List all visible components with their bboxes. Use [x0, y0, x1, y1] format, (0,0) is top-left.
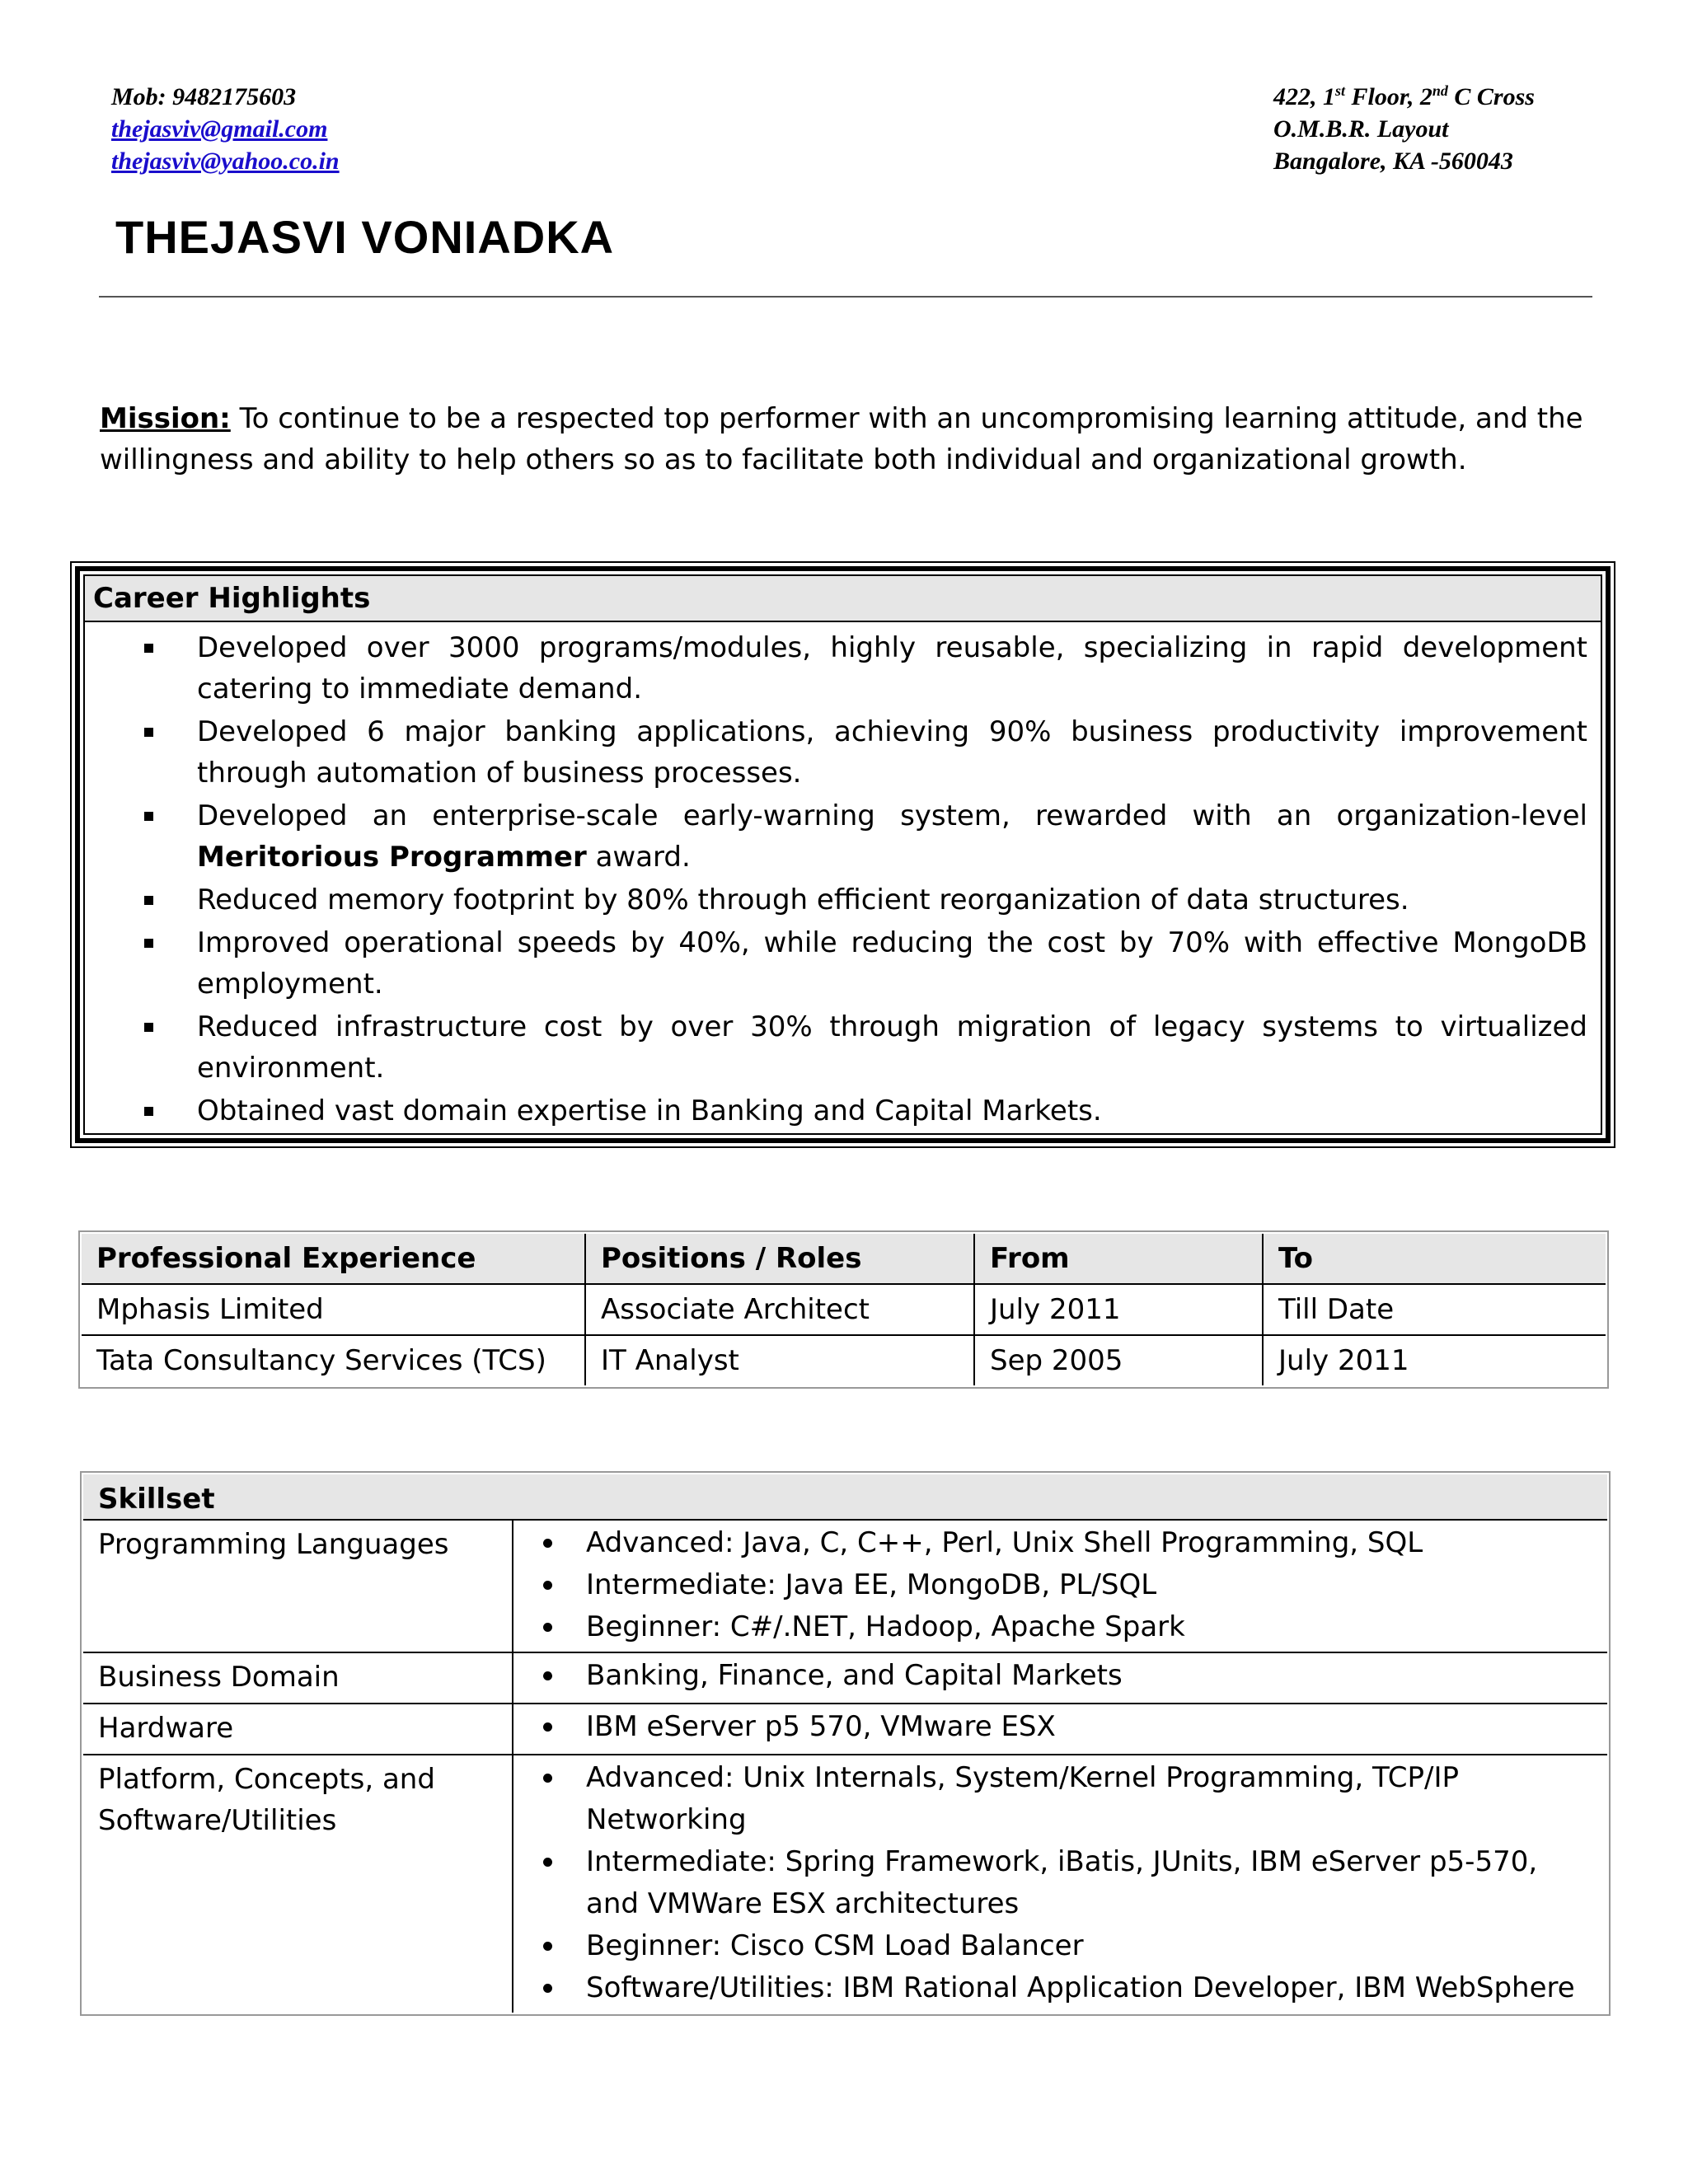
experience-column-header: To — [1264, 1234, 1606, 1285]
experience-header-row — [82, 1234, 1606, 1285]
skillset-table-wrapper — [80, 1471, 1611, 2016]
skill-category: Programming Languages — [83, 1521, 513, 1653]
skill-item: Beginner: Cisco CSM Load Balancer — [528, 1925, 1592, 1967]
address-line-2: O.M.B.R. Layout — [1273, 115, 1449, 143]
experience-cell: IT Analyst — [586, 1336, 975, 1385]
address-line-3: Bangalore, KA -560043 — [1273, 148, 1513, 175]
bullet-dot-icon — [543, 1722, 552, 1732]
skill-values — [513, 1521, 1607, 1653]
skill-item: IBM eServer p5 570, VMware ESX — [528, 1706, 1592, 1748]
experience-row — [82, 1336, 1606, 1385]
experience-cell: Tata Consultancy Services (TCS) — [82, 1336, 586, 1385]
career-highlight-item: Obtained vast domain expertise in Banking and Capital Markets. — [85, 1090, 1587, 1132]
address-block — [1273, 81, 1535, 177]
square-bullet-icon — [144, 939, 153, 948]
skillset-row — [83, 1521, 1607, 1653]
experience-cell: Sep 2005 — [975, 1336, 1264, 1385]
bullet-dot-icon — [543, 1942, 552, 1951]
bullet-dot-icon — [543, 1623, 552, 1632]
square-bullet-icon — [144, 1023, 153, 1032]
career-highlight-item: Reduced infrastructure cost by over 30% through migration of legacy systems to virtualized environment. — [85, 1006, 1587, 1089]
experience-row — [82, 1285, 1606, 1336]
career-highlight-item: Reduced memory footprint by 80% through efficient reorganization of data structures. — [85, 879, 1587, 921]
career-highlight-item: Improved operational speeds by 40%, while reducing the cost by 70% with effective MongoDB employment. — [85, 922, 1587, 1005]
experience-column-header: Positions / Roles — [586, 1234, 975, 1285]
skillset-header-row — [83, 1474, 1607, 1521]
square-bullet-icon — [144, 1107, 153, 1116]
experience-cell: July 2011 — [975, 1285, 1264, 1336]
skill-item: Beginner: C#/.NET, Hadoop, Apache Spark — [528, 1606, 1592, 1648]
mission-text: To continue to be a respected top performer with an uncompromising learning attitude, and the willingness and ability to help others so as to facilitate both individual and organizational growth. — [100, 402, 1583, 476]
candidate-name: THEJASVI VONIADKA — [115, 211, 615, 263]
skill-category: Business Domain — [83, 1653, 513, 1704]
experience-cell: Associate Architect — [586, 1285, 975, 1336]
email-link-yahoo[interactable]: thejasviv@yahoo.co.in — [111, 148, 340, 175]
mobile-number: Mob: 9482175603 — [111, 83, 297, 110]
address-line-1: 422, 1st Floor, 2nd C Cross — [1273, 82, 1535, 110]
career-highlight-item: Developed an enterprise-scale early-warning system, rewarded with an organization-level Meritorious Programmer award. — [85, 795, 1587, 878]
skill-item: Intermediate: Java EE, MongoDB, PL/SQL — [528, 1564, 1592, 1606]
email-link-gmail[interactable]: thejasviv@gmail.com — [111, 115, 328, 143]
experience-column-header: From — [975, 1234, 1264, 1285]
bullet-dot-icon — [543, 1984, 552, 1993]
skillset-row — [83, 1755, 1607, 2013]
experience-table — [82, 1234, 1606, 1385]
skillset-row — [83, 1704, 1607, 1755]
mission-statement — [100, 398, 1600, 480]
experience-cell: July 2011 — [1278, 1344, 1409, 1377]
skill-values — [513, 1653, 1607, 1704]
experience-column-header: Professional Experience — [82, 1234, 586, 1285]
experience-cell: Till Date — [1264, 1285, 1606, 1336]
skill-item: Banking, Finance, and Capital Markets — [528, 1655, 1592, 1697]
square-bullet-icon — [144, 728, 153, 737]
career-highlights-list — [85, 622, 1601, 1132]
career-highlights-box — [70, 561, 1615, 1148]
mission-label: Mission: — [100, 402, 231, 435]
skill-item: Intermediate: Spring Framework, iBatis, JUnits, IBM eServer p5-570, and VMWare ESX architectures — [528, 1841, 1592, 1925]
bullet-dot-icon — [543, 1774, 552, 1783]
contact-block — [111, 81, 340, 177]
bullet-dot-icon — [543, 1539, 552, 1548]
bullet-dot-icon — [543, 1858, 552, 1867]
skill-item: Advanced: Java, C, C++, Perl, Unix Shell Programming, SQL — [528, 1522, 1592, 1564]
square-bullet-icon — [144, 896, 153, 905]
career-highlight-item: Developed 6 major banking applications, achieving 90% business productivity improvement through automation of business processes. — [85, 711, 1587, 794]
square-bullet-icon — [144, 812, 153, 821]
bullet-dot-icon — [543, 1671, 552, 1680]
skillset-table — [83, 1474, 1607, 2013]
skill-values — [513, 1755, 1607, 2013]
career-highlights-title: Career Highlights — [85, 576, 1601, 622]
skillset-row — [83, 1653, 1607, 1704]
experience-cell: Mphasis Limited — [82, 1285, 586, 1336]
skill-category: Hardware — [83, 1704, 513, 1755]
skill-category: Platform, Concepts, and Software/Utilities — [83, 1755, 513, 2013]
skillset-title: Skillset — [83, 1474, 1607, 1521]
header-divider — [99, 296, 1592, 298]
skill-values — [513, 1704, 1607, 1755]
skill-item: Advanced: Unix Internals, System/Kernel Programming, TCP/IP Networking — [528, 1757, 1592, 1841]
square-bullet-icon — [144, 644, 153, 653]
bullet-dot-icon — [543, 1581, 552, 1590]
experience-table-wrapper — [78, 1230, 1609, 1389]
career-highlight-item: Developed over 3000 programs/modules, highly reusable, specializing in rapid development catering to immediate demand. — [85, 627, 1587, 710]
skill-item: Software/Utilities: IBM Rational Application Developer, IBM WebSphere — [528, 1967, 1592, 2009]
